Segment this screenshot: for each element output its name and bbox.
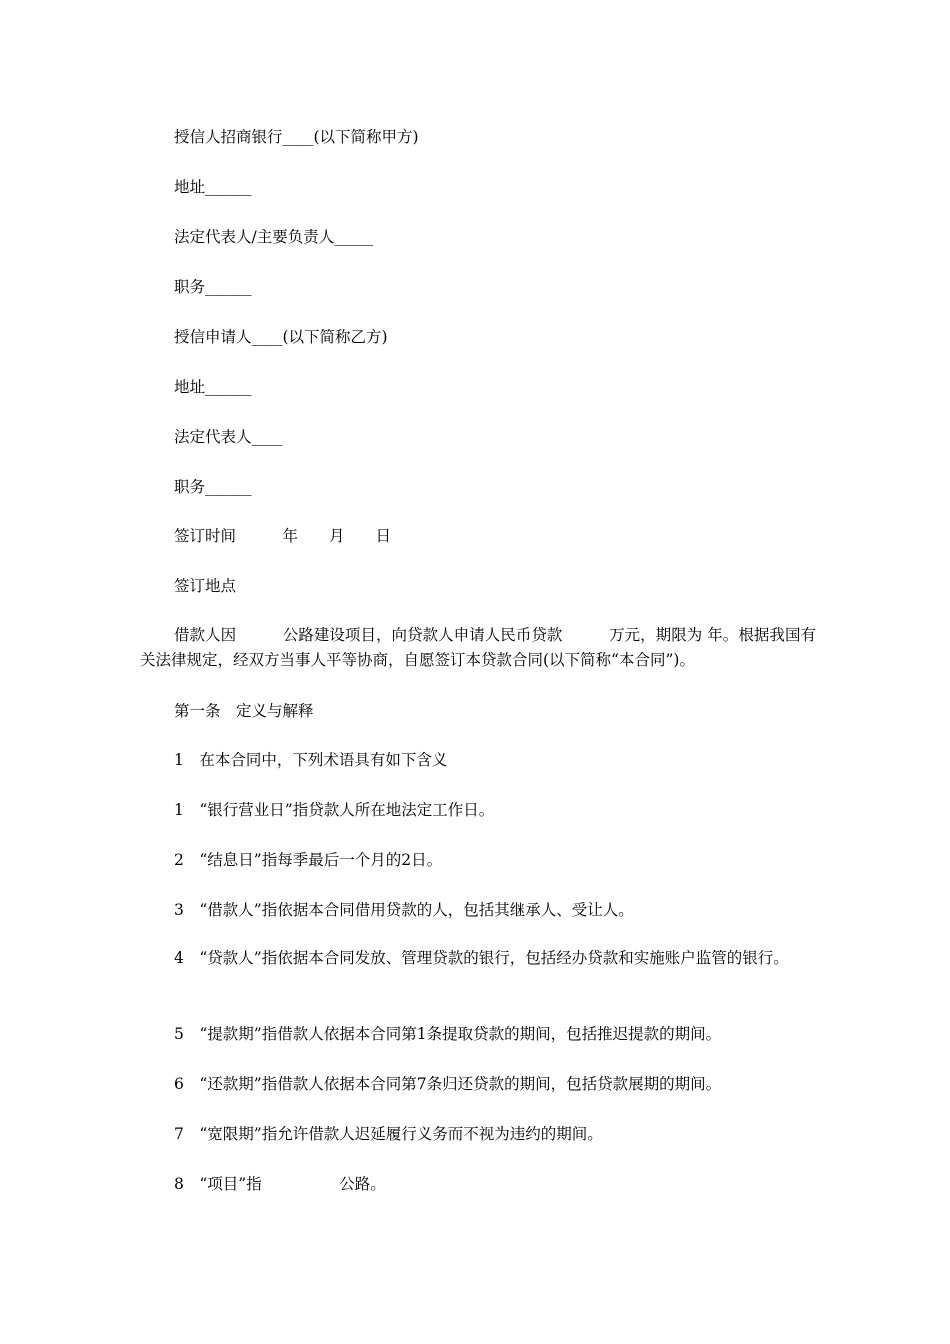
- sign-place-line: 签订地点: [174, 577, 237, 595]
- definition-item: 8 “项目”指 公路。: [174, 1175, 386, 1193]
- applicant-address-line: 地址______: [174, 378, 252, 396]
- article-title: 第一条 定义与解释: [174, 702, 314, 720]
- sign-date-line: 签订时间 年 月 日: [174, 527, 392, 545]
- lender-representative-line: 法定代表人/主要负责人_____: [174, 228, 373, 246]
- applicant-line: 授信申请人____(以下简称乙方): [174, 328, 388, 346]
- preamble-paragraph: 借款人因 公路建设项目，向贷款人申请人民币贷款 万元，期限为 年。根据我国有关法律规定，经双方当事人平等协商，自愿签订本贷款合同(以下简称“本合同”)。: [140, 626, 816, 669]
- definition-item: 7 “宽限期”指允许借款人迟延履行义务而不视为违约的期间。: [174, 1125, 603, 1143]
- applicant-title-line: 职务______: [174, 478, 252, 496]
- definition-item: 2 “结息日”指每季最后一个月的2日。: [174, 851, 443, 869]
- definition-item: 3 “借款人”指依据本合同借用贷款的人，包括其继承人、受让人。: [174, 901, 634, 919]
- definition-item: 1 “银行营业日”指贷款人所在地法定工作日。: [174, 801, 495, 819]
- definition-item: 6 “还款期”指借款人依据本合同第7条归还贷款的期间，包括贷款展期的期间。: [174, 1075, 722, 1093]
- applicant-representative-line: 法定代表人____: [174, 428, 283, 446]
- lender-title-line: 职务______: [174, 278, 252, 296]
- lender-line: 授信人招商银行____(以下简称甲方): [174, 128, 419, 146]
- article-intro: 1 在本合同中，下列术语具有如下含义: [174, 751, 448, 769]
- lender-address-line: 地址______: [174, 178, 252, 196]
- definition-item: 5 “提款期”指借款人依据本合同第1条提取贷款的期间，包括推迟提款的期间。: [174, 1025, 722, 1043]
- definition-item: 4 “贷款人”指依据本合同发放、管理贷款的银行，包括经办贷款和实施账户监管的银行。: [174, 949, 789, 967]
